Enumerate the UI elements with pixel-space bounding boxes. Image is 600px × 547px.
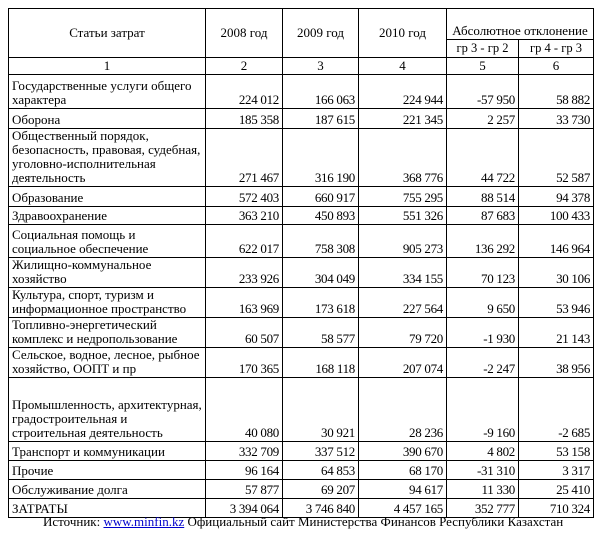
value-2009: 187 615 <box>283 109 359 129</box>
deviation-3-2: 70 123 <box>447 258 519 288</box>
deviation-4-3: 58 882 <box>519 75 594 109</box>
value-2009: 64 853 <box>283 461 359 480</box>
row-name: Оборона <box>9 109 206 129</box>
deviation-4-3: 710 324 <box>519 499 594 518</box>
value-2008: 185 358 <box>206 109 283 129</box>
header-absolute-deviation: Абсолютное отклонение <box>447 9 594 40</box>
value-2008: 60 507 <box>206 318 283 348</box>
index-cell: 5 <box>447 58 519 75</box>
value-2008: 233 926 <box>206 258 283 288</box>
value-2010: 207 074 <box>359 348 447 378</box>
header-2008: 2008 год <box>206 9 283 58</box>
index-cell: 1 <box>9 58 206 75</box>
row-name: Топливно-энергетический комплекс и недропользование <box>9 318 206 348</box>
value-2010: 334 155 <box>359 258 447 288</box>
deviation-3-2: 136 292 <box>447 225 519 258</box>
row-name: Сельское, водное, лесное, рыбное хозяйство, ООПТ и пр <box>9 348 206 378</box>
value-2010: 551 326 <box>359 207 447 225</box>
table-row <box>9 187 594 207</box>
row-name: Государственные услуги общего характера <box>9 75 206 109</box>
deviation-3-2: -1 930 <box>447 318 519 348</box>
deviation-4-3: 21 143 <box>519 318 594 348</box>
deviation-3-2: 87 683 <box>447 207 519 225</box>
deviation-3-2: -9 160 <box>447 378 519 442</box>
value-2010: 905 273 <box>359 225 447 258</box>
value-2008: 96 164 <box>206 461 283 480</box>
deviation-3-2: 88 514 <box>447 187 519 207</box>
value-2009: 660 917 <box>283 187 359 207</box>
value-2009: 304 049 <box>283 258 359 288</box>
deviation-4-3: 100 433 <box>519 207 594 225</box>
deviation-3-2: 9 650 <box>447 288 519 318</box>
value-2009: 316 190 <box>283 129 359 187</box>
value-2009: 173 618 <box>283 288 359 318</box>
deviation-3-2: 352 777 <box>447 499 519 518</box>
value-2009: 337 512 <box>283 442 359 461</box>
table-row <box>9 258 594 288</box>
value-2008: 271 467 <box>206 129 283 187</box>
source-text: Официальный сайт Министерства Финансов Республики Казахстан <box>187 514 564 529</box>
deviation-3-2: -31 310 <box>447 461 519 480</box>
deviation-4-3: 94 378 <box>519 187 594 207</box>
value-2008: 170 365 <box>206 348 283 378</box>
deviation-3-2: -57 950 <box>447 75 519 109</box>
row-name: Здравоохранение <box>9 207 206 225</box>
row-name: Образование <box>9 187 206 207</box>
value-2010: 755 295 <box>359 187 447 207</box>
value-2008: 622 017 <box>206 225 283 258</box>
row-name: ЗАТРАТЫ <box>9 499 206 518</box>
table-row <box>9 480 594 499</box>
value-2009: 450 893 <box>283 207 359 225</box>
value-2010: 28 236 <box>359 378 447 442</box>
deviation-3-2: 44 722 <box>447 129 519 187</box>
table-row <box>9 109 594 129</box>
value-2009: 758 308 <box>283 225 359 258</box>
deviation-4-3: 38 956 <box>519 348 594 378</box>
index-cell: 2 <box>206 58 283 75</box>
deviation-3-2: 11 330 <box>447 480 519 499</box>
table-row <box>9 378 594 442</box>
row-name: Промышленность, архитектурная, градостроительная и строительная деятельность <box>9 378 206 442</box>
row-name: Обслуживание долга <box>9 480 206 499</box>
value-2009: 58 577 <box>283 318 359 348</box>
deviation-4-3: 30 106 <box>519 258 594 288</box>
row-name: Общественный порядок, безопасность, правовая, судебная, уголовно-исполнительная деятельность <box>9 129 206 187</box>
deviation-3-2: 4 802 <box>447 442 519 461</box>
value-2009: 3 746 840 <box>283 499 359 518</box>
header-2009: 2009 год <box>283 9 359 58</box>
value-2009: 30 921 <box>283 378 359 442</box>
row-name: Культура, спорт, туризм и информационное пространство <box>9 288 206 318</box>
table-row <box>9 225 594 258</box>
value-2008: 363 210 <box>206 207 283 225</box>
value-2009: 166 063 <box>283 75 359 109</box>
column-index-row <box>9 58 594 75</box>
table-row <box>9 348 594 378</box>
source-note <box>8 514 583 529</box>
index-cell: 4 <box>359 58 447 75</box>
value-2010: 224 944 <box>359 75 447 109</box>
index-cell: 3 <box>283 58 359 75</box>
table-row <box>9 461 594 480</box>
index-cell: 6 <box>519 58 594 75</box>
expenditure-table <box>8 8 594 518</box>
value-2009: 69 207 <box>283 480 359 499</box>
value-2008: 332 709 <box>206 442 283 461</box>
row-name: Социальная помощь и социальное обеспечение <box>9 225 206 258</box>
value-2008: 572 403 <box>206 187 283 207</box>
value-2010: 94 617 <box>359 480 447 499</box>
row-name: Жилищно-коммунальное хозяйство <box>9 258 206 288</box>
value-2008: 224 012 <box>206 75 283 109</box>
row-name: Прочие <box>9 461 206 480</box>
value-2010: 390 670 <box>359 442 447 461</box>
header-2010: 2010 год <box>359 9 447 58</box>
value-2008: 3 394 064 <box>206 499 283 518</box>
row-name: Транспорт и коммуникации <box>9 442 206 461</box>
value-2010: 227 564 <box>359 288 447 318</box>
value-2008: 40 080 <box>206 378 283 442</box>
deviation-4-3: 53 946 <box>519 288 594 318</box>
deviation-4-3: 53 158 <box>519 442 594 461</box>
deviation-4-3: 25 410 <box>519 480 594 499</box>
header-dev-4-3: гр 4 - гр 3 <box>519 40 594 58</box>
deviation-4-3: 146 964 <box>519 225 594 258</box>
table-row <box>9 75 594 109</box>
header-dev-3-2: гр 3 - гр 2 <box>447 40 519 58</box>
header-expense-items: Статьи затрат <box>9 9 206 58</box>
table-row <box>9 318 594 348</box>
value-2010: 368 776 <box>359 129 447 187</box>
value-2009: 168 118 <box>283 348 359 378</box>
source-label: Источник: <box>43 514 101 529</box>
table-row <box>9 129 594 187</box>
deviation-4-3: 52 587 <box>519 129 594 187</box>
value-2010: 79 720 <box>359 318 447 348</box>
value-2008: 57 877 <box>206 480 283 499</box>
deviation-3-2: -2 247 <box>447 348 519 378</box>
table-row <box>9 207 594 225</box>
value-2008: 163 969 <box>206 288 283 318</box>
value-2010: 4 457 165 <box>359 499 447 518</box>
table-row <box>9 442 594 461</box>
source-link[interactable]: www.minfin.kz <box>103 514 185 529</box>
value-2010: 221 345 <box>359 109 447 129</box>
deviation-4-3: 33 730 <box>519 109 594 129</box>
deviation-4-3: -2 685 <box>519 378 594 442</box>
table-row <box>9 288 594 318</box>
deviation-4-3: 3 317 <box>519 461 594 480</box>
value-2010: 68 170 <box>359 461 447 480</box>
deviation-3-2: 2 257 <box>447 109 519 129</box>
